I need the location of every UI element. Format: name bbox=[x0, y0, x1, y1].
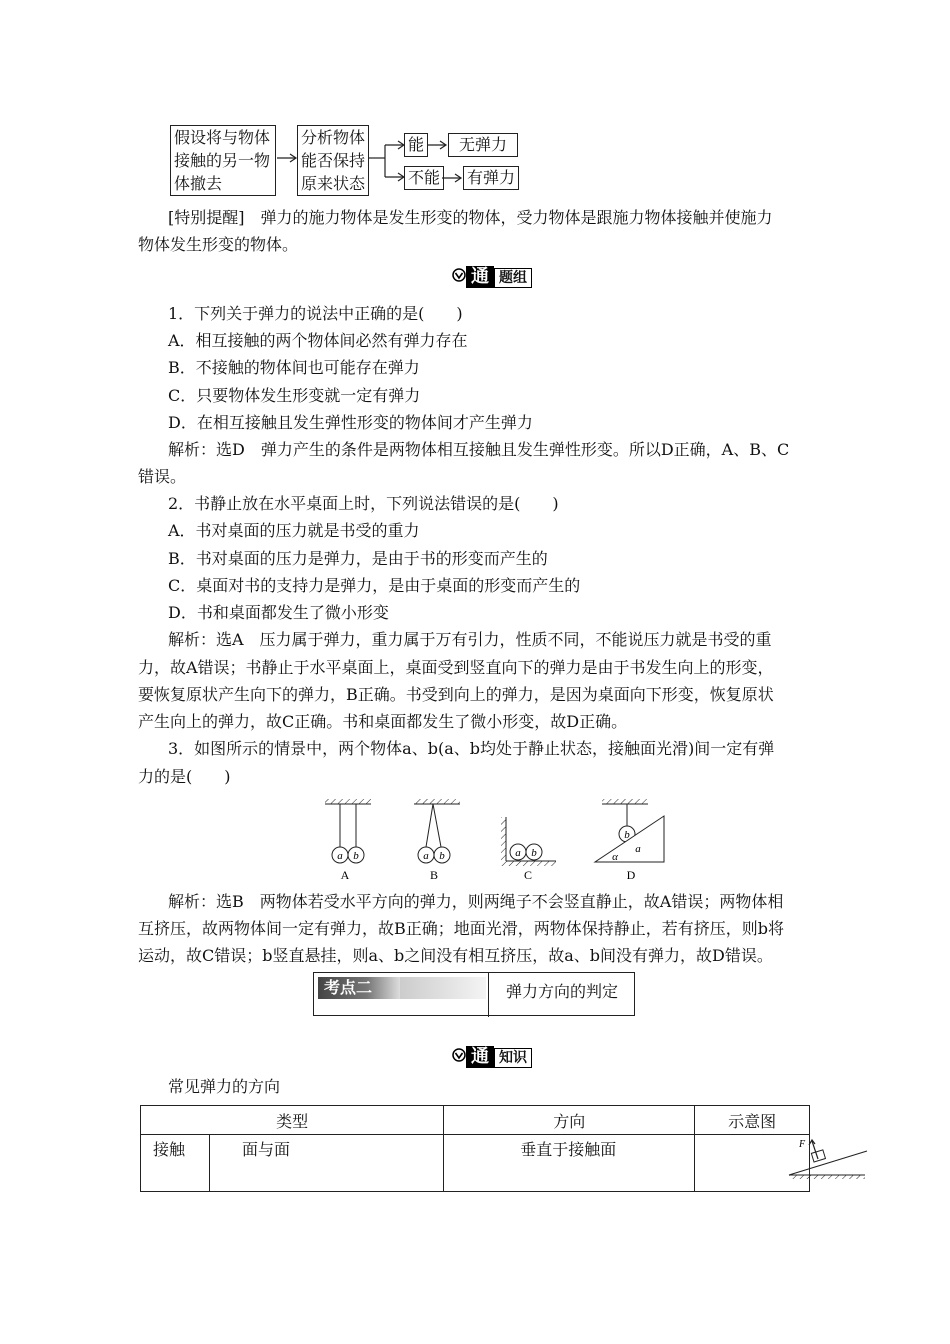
figure-a bbox=[325, 799, 371, 882]
question-1-option: D．在相互接触且发生弹性形变的物体间才产生弹力 bbox=[168, 413, 533, 432]
question-2-stem: 2．书静止放在水平桌面上时，下列说法错误的是( ) bbox=[168, 494, 559, 513]
angle-label: α bbox=[612, 851, 618, 863]
ball-b-label: b bbox=[439, 850, 445, 862]
header-direction: 方向 bbox=[444, 1106, 695, 1135]
section-tag-label: 考点二 bbox=[324, 978, 373, 997]
section-tag-knowledge bbox=[452, 1046, 532, 1068]
flow-box-analyze-line: 分析物体 bbox=[301, 128, 366, 147]
incline-force-diagram bbox=[785, 1137, 885, 1189]
flow-box-assume-line: 接触的另一物 bbox=[174, 151, 271, 170]
question-2-analysis: 产生向上的弹力，故C正确。书和桌面都发生了微小形变，故D正确。 bbox=[138, 712, 628, 731]
cell-diagram bbox=[695, 1135, 810, 1192]
tag-big-char: 通 bbox=[466, 1046, 494, 1068]
flow-branch-icon bbox=[369, 133, 405, 189]
question-1-analysis: 错误。 bbox=[138, 467, 187, 486]
figure-label: A bbox=[340, 868, 350, 882]
question-2-option: B．书对桌面的压力是弹力，是由于书的形变而产生的 bbox=[168, 549, 548, 568]
question-3-stem: 3．如图所示的情景中，两个物体a、b(a、b均处于静止状态，接触面光滑)间一定有弹 bbox=[168, 739, 775, 758]
cell-perpendicular: 垂直于接触面 bbox=[444, 1135, 695, 1192]
tag-small-text: 题组 bbox=[494, 268, 532, 288]
question-2-option: A．书对桌面的压力就是书受的重力 bbox=[168, 521, 420, 540]
table-row bbox=[141, 1135, 810, 1192]
ball-a-label: a bbox=[515, 847, 521, 859]
flow-box-analyze-line: 能否保持 bbox=[301, 151, 366, 170]
flow-box-analyze bbox=[297, 125, 369, 196]
question-1-option: C．只要物体发生形变就一定有弹力 bbox=[168, 386, 421, 405]
section-tag-bar bbox=[400, 977, 486, 999]
section-divider bbox=[488, 973, 489, 1017]
question-2-analysis: 解析：选A 压力属于弹力，重力属于万有引力，性质不同，不能说压力就是书受的重 bbox=[168, 630, 772, 649]
question-1-option: A．相互接触的两个物体间必然有弹力存在 bbox=[168, 331, 468, 350]
flow-box-assume bbox=[170, 125, 276, 196]
header-type: 类型 bbox=[141, 1106, 444, 1135]
special-reminder: [特别提醒] 弹力的施力物体是发生形变的物体，受力物体是跟施力物体接触并使施力 bbox=[168, 208, 773, 227]
ball-b-label: b bbox=[624, 829, 630, 841]
flow-result-no-force: 无弹力 bbox=[448, 133, 518, 157]
flow-no: 不能 bbox=[404, 166, 444, 190]
flow-arrow-icon bbox=[441, 170, 463, 186]
flow-yes: 能 bbox=[404, 133, 428, 157]
figure-d bbox=[595, 799, 664, 882]
tag-small-text: 知识 bbox=[494, 1048, 532, 1068]
flow-box-assume-line: 体撤去 bbox=[174, 174, 223, 193]
flow-result-has-force: 有弹力 bbox=[463, 166, 519, 190]
flow-arrow-icon bbox=[276, 150, 298, 166]
chevron-down-icon bbox=[452, 268, 466, 282]
flow-box-assume-line: 假设将与物体 bbox=[174, 128, 271, 147]
special-reminder-cont: 物体发生形变的物体。 bbox=[138, 235, 299, 254]
question-2-analysis: 力，故A错误；书静止于水平桌面上，桌面受到竖直向下的弹力是由于书发生向上的形变， bbox=[138, 658, 774, 677]
header-diagram: 示意图 bbox=[695, 1106, 810, 1135]
ball-a-label: a bbox=[337, 850, 343, 862]
question-1-stem: 1．下列关于弹力的说法中正确的是( ) bbox=[168, 304, 463, 323]
tag-big-char: 通 bbox=[466, 266, 494, 288]
question-2-option: D．书和桌面都发生了微小形变 bbox=[168, 603, 389, 622]
block-a-label: a bbox=[635, 843, 641, 855]
question-3-figure bbox=[318, 795, 668, 885]
ball-a-label: a bbox=[423, 850, 429, 862]
question-1-analysis: 解析：选D 弹力产生的条件是两物体相互接触且发生弹性形变。所以D正确，A、B、C bbox=[168, 440, 790, 459]
ball-b-label: b bbox=[531, 847, 537, 859]
question-1-option: B．不接触的物体间也可能存在弹力 bbox=[168, 358, 420, 377]
section-tag-exercises bbox=[452, 266, 532, 288]
flow-box-analyze-line: 原来状态 bbox=[301, 174, 366, 193]
question-3-analysis: 解析：选B 两物体若受水平方向的弹力，则两绳子不会竖直静止，故A错误；两物体相 bbox=[168, 892, 784, 911]
section-title: 弹力方向的判定 bbox=[506, 982, 619, 1001]
chevron-down-icon bbox=[452, 1048, 466, 1062]
force-direction-table bbox=[140, 1105, 810, 1192]
question-3-stem-cont: 力的是( ) bbox=[138, 767, 231, 786]
section-header bbox=[313, 972, 635, 1016]
question-2-option: C．桌面对书的支持力是弹力，是由于桌面的形变而产生的 bbox=[168, 576, 581, 595]
figure-label: D bbox=[626, 868, 636, 882]
figure-label: B bbox=[429, 868, 439, 882]
figure-label: C bbox=[523, 868, 533, 882]
figure-b bbox=[414, 799, 460, 882]
figure-c bbox=[501, 817, 556, 882]
table-header-row bbox=[141, 1106, 810, 1135]
ball-b-label: b bbox=[353, 850, 359, 862]
question-3-analysis: 互挤压，故两物体间一定有弹力，故B正确；地面光滑，两物体保持静止，若有挤压，则b将 bbox=[138, 919, 785, 938]
question-2-analysis: 要恢复原状产生向下的弹力，B正确。书受到向上的弹力，是因为桌面向下形变，恢复原状 bbox=[138, 685, 774, 704]
question-3-analysis: 运动，故C错误；b竖直悬挂，则a、b之间没有相互挤压，故a、b间没有弹力，故D错误。 bbox=[138, 946, 773, 965]
cell-surface: 面与面 bbox=[210, 1135, 444, 1192]
force-label: F bbox=[799, 1139, 806, 1150]
cell-contact: 接触 bbox=[141, 1135, 210, 1192]
common-force-title: 常见弹力的方向 bbox=[168, 1077, 281, 1096]
flow-arrow-icon bbox=[426, 137, 448, 153]
